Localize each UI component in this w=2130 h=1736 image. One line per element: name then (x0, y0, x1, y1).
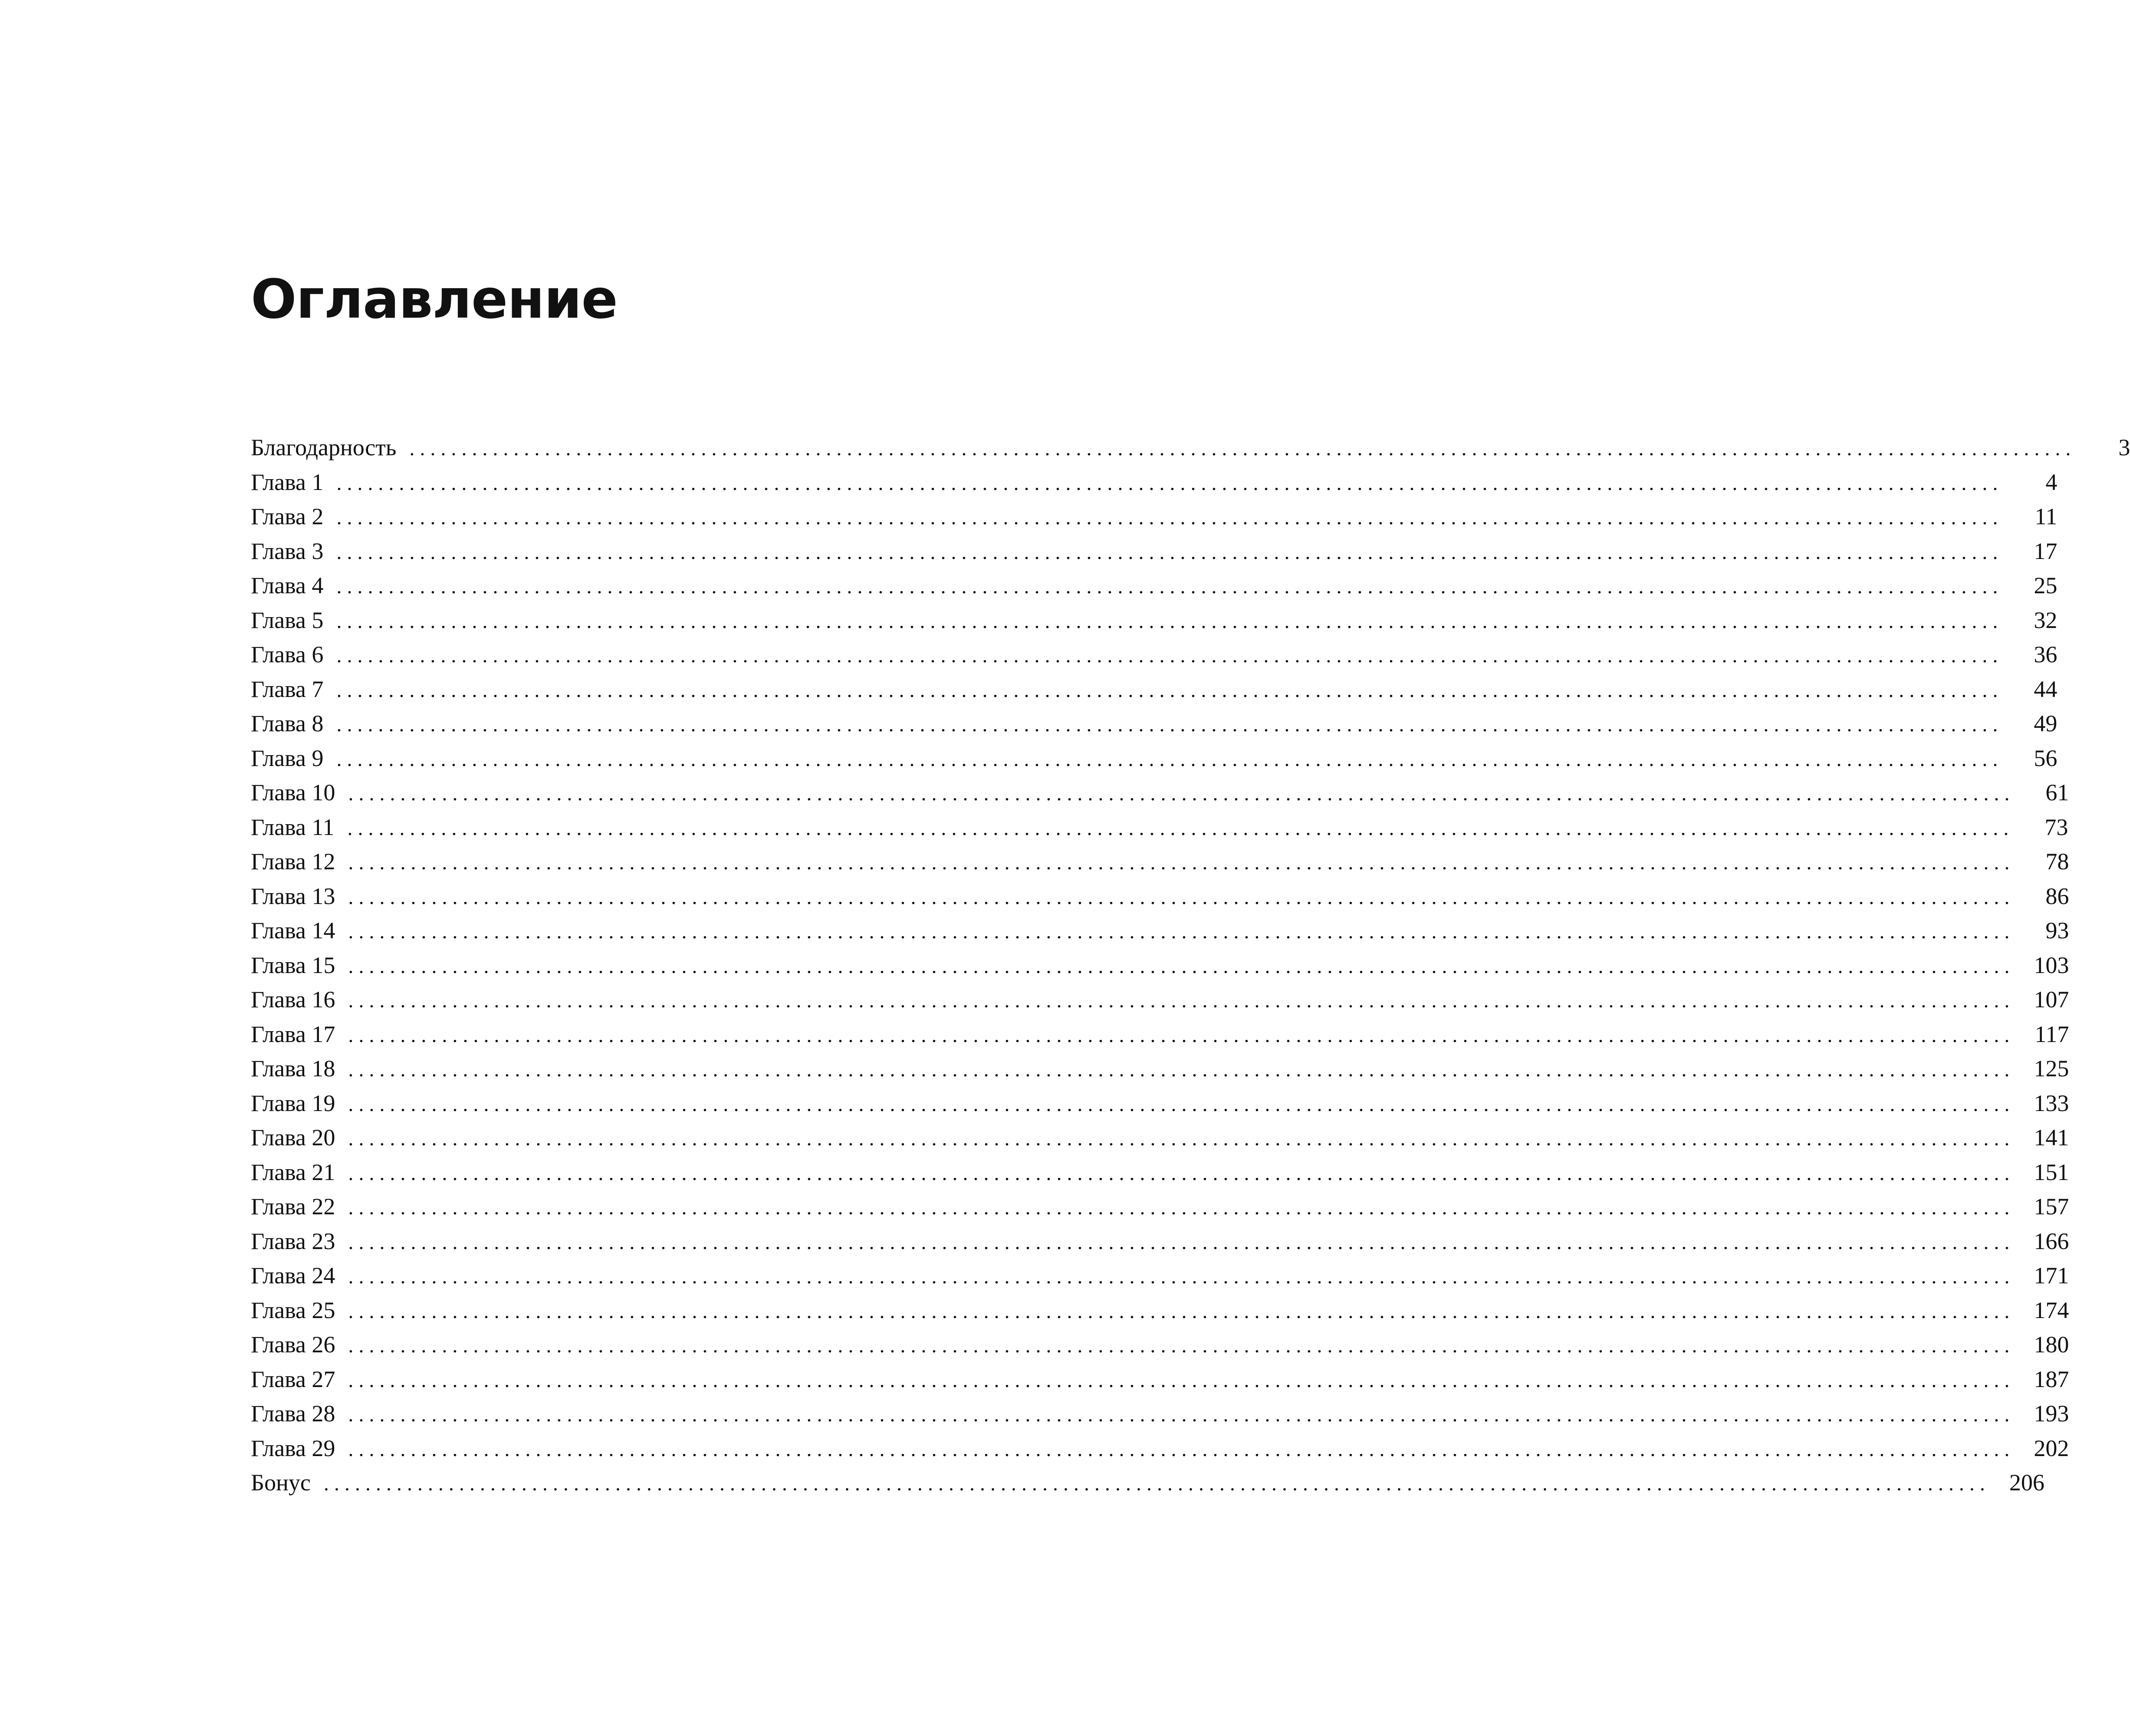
toc-entry-bonus[interactable] (251, 1466, 2045, 1500)
toc-entry-label: Глава 22 (251, 1194, 335, 1220)
toc-entry-label: Глава 2 (251, 503, 324, 529)
toc-entry-chapter-2[interactable] (251, 500, 2058, 534)
toc-entry-label: Бонус (251, 1470, 311, 1496)
dot-leader: ................................................................................................................................................................ (348, 1023, 2015, 1047)
toc-entry-label: Глава 5 (251, 607, 324, 633)
dot-leader: ................................................................................................................................................................ (323, 1472, 1990, 1495)
toc-entry-chapter-8[interactable] (251, 707, 2058, 741)
dot-leader: ................................................................................................................................................................ (348, 920, 2015, 943)
toc-entry-page-number: 151 (2034, 1159, 2069, 1185)
toc-entry-chapter-16[interactable] (251, 983, 2069, 1017)
dot-leader: ................................................................................................................................................................ (348, 851, 2015, 874)
dot-leader: ................................................................................................................................................................ (348, 1127, 2015, 1150)
toc-entry-page-number: 32 (2034, 607, 2058, 633)
toc-entry-chapter-5[interactable] (251, 603, 2058, 638)
dot-leader: ................................................................................................................................................................ (348, 989, 2015, 1012)
toc-entry-page-number: 141 (2034, 1124, 2069, 1151)
toc-entry-label: Глава 28 (251, 1401, 335, 1427)
toc-entry-page-number: 36 (2034, 641, 2058, 667)
toc-entry-label: Глава 6 (251, 641, 324, 667)
toc-entry-label: Глава 27 (251, 1366, 335, 1392)
toc-entry-chapter-26[interactable] (251, 1328, 2069, 1362)
dot-leader: ................................................................................................................................................................ (348, 1230, 2015, 1254)
toc-entry-label: Глава 24 (251, 1263, 335, 1289)
toc-entry-page-number: 103 (2034, 952, 2069, 978)
dot-leader: ................................................................................................................................................................ (336, 575, 2003, 598)
toc-entry-label: Глава 16 (251, 986, 335, 1013)
toc-entry-chapter-6[interactable] (251, 638, 2058, 672)
dot-leader: ................................................................................................................................................................ (347, 816, 2014, 840)
toc-entry-chapter-21[interactable] (251, 1155, 2069, 1190)
toc-entry-label: Глава 14 (251, 917, 335, 944)
dot-leader: ................................................................................................................................................................ (336, 678, 2003, 702)
toc-entry-page-number: 78 (2045, 848, 2069, 875)
dot-leader: ................................................................................................................................................................ (348, 1058, 2015, 1081)
dot-leader: ................................................................................................................................................................ (348, 1437, 2015, 1461)
toc-entry-page-number: 117 (2035, 1021, 2069, 1047)
dot-leader: ................................................................................................................................................................ (336, 747, 2003, 771)
toc-entry-label: Благодарность (251, 434, 397, 460)
page-title: Оглавление (251, 268, 618, 331)
toc-entry-chapter-19[interactable] (251, 1086, 2069, 1121)
toc-entry-chapter-27[interactable] (251, 1362, 2069, 1397)
toc-entry-page-number: 180 (2034, 1332, 2069, 1358)
toc-entry-label: Глава 18 (251, 1055, 335, 1082)
toc-entry-page-number: 107 (2034, 986, 2069, 1013)
toc-entry-chapter-18[interactable] (251, 1052, 2069, 1086)
toc-entry-chapter-29[interactable] (251, 1431, 2069, 1466)
dot-leader: ................................................................................................................................................................ (336, 609, 2003, 633)
dot-leader: ................................................................................................................................................................ (348, 885, 2015, 909)
dot-leader: ................................................................................................................................................................ (348, 782, 2015, 805)
toc-entry-label: Глава 13 (251, 883, 335, 909)
dot-leader: ................................................................................................................................................................ (348, 1265, 2015, 1288)
toc-entry-chapter-4[interactable] (251, 569, 2058, 603)
toc-entry-chapter-11[interactable] (251, 810, 2068, 845)
toc-entry-page-number: 86 (2045, 883, 2069, 909)
toc-entry-label: Глава 4 (251, 572, 324, 598)
toc-entry-acknowledgements[interactable] (251, 431, 2130, 465)
dot-leader: ................................................................................................................................................................ (336, 713, 2003, 736)
toc-entry-page-number: 157 (2034, 1194, 2069, 1220)
toc-entry-chapter-15[interactable] (251, 948, 2069, 983)
toc-entry-label: Глава 21 (251, 1159, 335, 1185)
toc-entry-page-number: 25 (2034, 572, 2058, 598)
toc-entry-label: Глава 8 (251, 710, 324, 736)
toc-entry-label: Глава 3 (251, 538, 324, 564)
toc-entry-chapter-28[interactable] (251, 1397, 2069, 1431)
toc-entry-chapter-7[interactable] (251, 672, 2058, 707)
toc-entry-page-number: 93 (2045, 917, 2069, 944)
dot-leader: ................................................................................................................................................................ (348, 1334, 2015, 1357)
dot-leader: ................................................................................................................................................................ (336, 506, 2003, 529)
toc-entry-chapter-17[interactable] (251, 1017, 2069, 1052)
toc-entry-page-number: 206 (2009, 1470, 2045, 1496)
toc-entry-label: Глава 9 (251, 745, 324, 771)
toc-entry-chapter-9[interactable] (251, 741, 2058, 776)
table-of-contents (251, 431, 2130, 1500)
toc-entry-page-number: 61 (2045, 779, 2069, 806)
toc-entry-page-number: 3 (2118, 434, 2130, 460)
toc-entry-chapter-13[interactable] (251, 879, 2069, 914)
toc-entry-page-number: 73 (2045, 814, 2068, 840)
toc-entry-label: Глава 23 (251, 1228, 335, 1254)
toc-entry-chapter-12[interactable] (251, 845, 2069, 879)
toc-entry-page-number: 4 (2045, 469, 2058, 495)
toc-entry-label: Глава 11 (251, 814, 335, 840)
toc-entry-chapter-24[interactable] (251, 1259, 2069, 1293)
toc-entry-chapter-10[interactable] (251, 776, 2069, 810)
toc-entry-label: Глава 7 (251, 676, 324, 702)
toc-entry-chapter-23[interactable] (251, 1224, 2069, 1259)
toc-entry-chapter-14[interactable] (251, 914, 2069, 948)
toc-entry-page-number: 166 (2034, 1228, 2069, 1254)
toc-entry-page-number: 202 (2034, 1435, 2069, 1461)
toc-entry-chapter-25[interactable] (251, 1293, 2069, 1328)
dot-leader: ................................................................................................................................................................ (348, 1299, 2015, 1323)
toc-entry-chapter-22[interactable] (251, 1190, 2069, 1224)
dot-leader: ................................................................................................................................................................ (348, 954, 2015, 978)
dot-leader: ................................................................................................................................................................ (336, 540, 2003, 564)
toc-entry-page-number: 174 (2034, 1297, 2069, 1323)
toc-entry-label: Глава 20 (251, 1124, 335, 1151)
toc-entry-page-number: 56 (2034, 745, 2058, 771)
toc-entry-page-number: 125 (2034, 1055, 2069, 1082)
toc-entry-label: Глава 17 (251, 1021, 335, 1047)
toc-entry-page-number: 11 (2035, 503, 2058, 529)
toc-entry-page-number: 133 (2034, 1090, 2069, 1116)
dot-leader: ................................................................................................................................................................ (336, 644, 2003, 667)
toc-entry-label: Глава 25 (251, 1297, 335, 1323)
toc-entry-chapter-3[interactable] (251, 534, 2058, 569)
toc-entry-label: Глава 12 (251, 848, 335, 875)
dot-leader: ................................................................................................................................................................ (348, 1403, 2015, 1426)
dot-leader: ................................................................................................................................................................ (336, 471, 2003, 495)
toc-entry-label: Глава 1 (251, 469, 324, 495)
toc-entry-label: Глава 29 (251, 1435, 335, 1461)
dot-leader: ................................................................................................................................................................ (348, 1368, 2015, 1392)
toc-entry-page-number: 17 (2034, 538, 2058, 564)
toc-entry-chapter-1[interactable] (251, 465, 2058, 500)
toc-entry-page-number: 193 (2034, 1401, 2069, 1427)
dot-leader: ................................................................................................................................................................ (409, 437, 2076, 460)
toc-entry-page-number: 171 (2034, 1263, 2069, 1289)
toc-entry-label: Глава 10 (251, 779, 335, 806)
toc-entry-label: Глава 19 (251, 1090, 335, 1116)
dot-leader: ................................................................................................................................................................ (348, 1092, 2015, 1116)
toc-entry-chapter-20[interactable] (251, 1121, 2069, 1155)
dot-leader: ................................................................................................................................................................ (348, 1161, 2015, 1185)
dot-leader: ................................................................................................................................................................ (348, 1196, 2015, 1219)
toc-entry-page-number: 44 (2034, 676, 2058, 702)
toc-entry-page-number: 187 (2034, 1366, 2069, 1392)
toc-entry-label: Глава 15 (251, 952, 335, 978)
toc-entry-label: Глава 26 (251, 1332, 335, 1358)
toc-entry-page-number: 49 (2034, 710, 2058, 736)
